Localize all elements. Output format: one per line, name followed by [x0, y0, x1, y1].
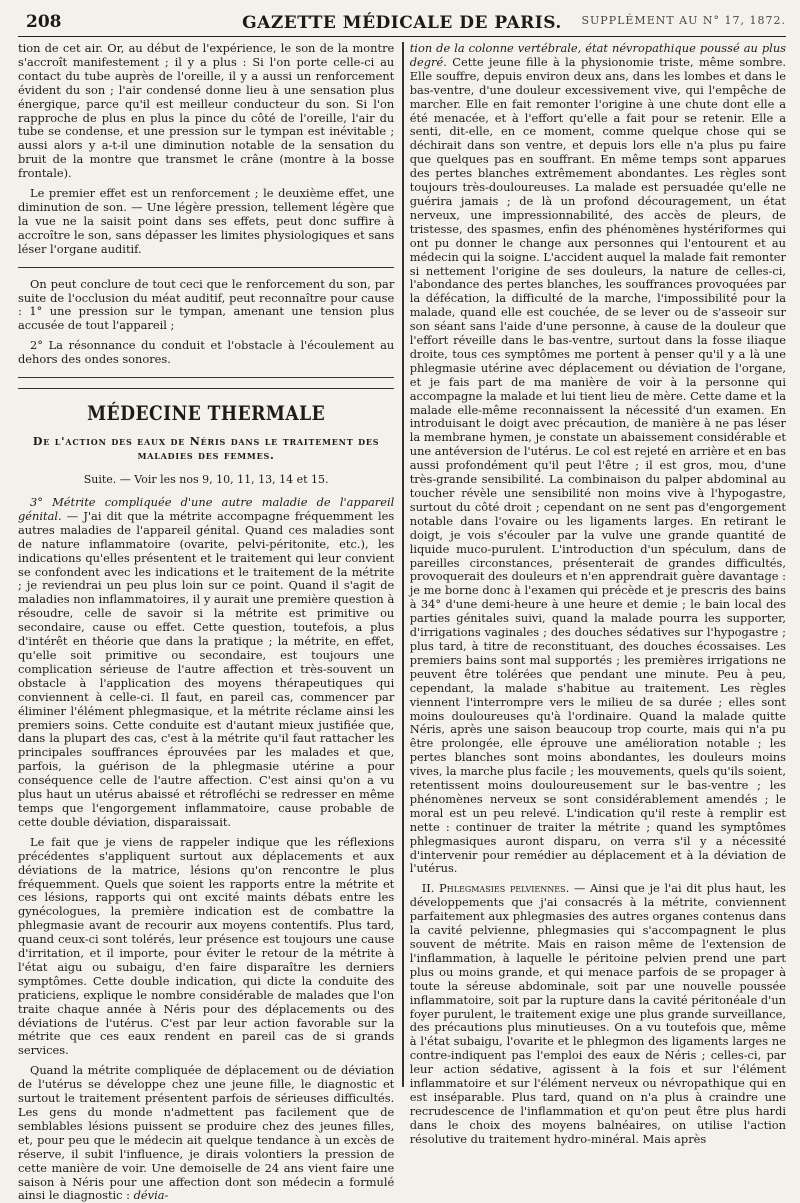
column-rule — [402, 42, 403, 1087]
right-column — [409, 41, 786, 1146]
paragraph-body: Cette jeune fille à la physionomie triste, même sombre. Elle souffre, depuis environ deux ans, dans les lombes et dans le bas-ventre, d'une douleur excessivement vive, qui l'empêche de marcher. Elle en fait remonter l'origine à une chute dont elle a été menacée, et à l'effort qu'elle a fait pour se retenir. Elle a senti, dit-elle, en ce moment, comme quelque chose qui se déchirait dans son ventre, et depuis lors elle n'a plus pu faire que quelques pas en souffrant. En même temps sont apparues des pertes blanches extrêmement abondantes. Les règles sont toujours très-douloureuses. La malade est persuadée qu'elle ne guérira jamais ; de là un profond découragement, un état nerveux, une impressionnabilité, des accès de pleurs, de tristesse, des spasmes, enfin des phénomènes hystériformes qui ont pu donner le change aux personnes qui l'entourent et au médecin qui la soigne. L'accident auquel la malade fait remonter si nettement l'origine de ses douleurs, la nature de celles-ci, l'abondance des pertes blanches, les souffrances provoquées par la défécation, la difficulté de la marche, l'impossibilité pour la malade, quand elle est couchée, de se lever ou de s'asseoir sur son séant sans l'aide d'une personne, à cause de la douleur que l'effort réveille dans le bas-ventre, surtout dans la fosse iliaque droite, tous ces symptômes me portent à penser qu'il y a là une phlegmasie utérine avec déplacement ou déviation de l'organe, et je fais part de ma manière de voir à la personne qui accompagne la malade et lui tient lieu de mère. Cette dame et la malade elle-même reconnaissent la nécessité d'un examen. En introduisant le doigt avec précaution, de manière à ne pas léser la membrane hymen, je constate un abaissement considérable et une antéversion de l'utérus. Le col est rejeté en arrière et en bas aussi profondément qu'il peut l'être ; il est gros, mou, d'une très-grande sensibilité. La combinaison du palper abdominal au toucher révèle une sensibilité non moins vive à l'hypogastre, surtout du côté droit ; cependant on ne sent pas d'engorgement notable dans l'ovaire ou les ligaments larges. En retirant le doigt, je vois s'écouler par la vulve une grande quantité de liquide muco-purulent. L'introduction d'un spéculum, dans de pareilles circonstances, présenterait de grandes difficultés, provoquerait des douleurs et n'en apprendrait guère davantage : je me borne donc à l'examen qui précède et je prescris des bains à 34° d'une demi-heure à une heure et demie ; le bain local des parties génitales suivi, quand la malade pourra les supporter, d'irrigations vaginales ; des douches sédatives sur l'hypogastre ; plus tard, à titre de reconstituant, des douches écossaises. Les premiers bains sont mal supportés ; les premières irrigations ne peuvent être tolérées que pendant une minute. Peu à peu, cependant, la malade s'habitue au traitement. Les règles viennent l'interrompre vers le milieu de sa durée ; elles sont moins douloureuses qu'à l'ordinaire. Quand la malade quitte Néris, après une saison beaucoup trop courte, mais qui n'a pu être prolongée, elle éprouve une amélioration notable ; les pertes blanches sont moins abondantes, les douleurs moins vives, la marche plus facile ; les mouvements, quels qu'ils soient, retentissent moins douloureusement sur le bas-ventre ; les phénomènes nerveux se sont considérablement amendés ; le moral est un peu relevé. L'indication qu'il reste à remplir est nette : continuer de traiter la métrite ; quand les symptômes phlegmasiques auront disparu, on verra s'il y a nécessité d'intervenir pour remédier au déplacement et à la déviation de l'utérus. — [409, 54, 786, 876]
paragraph — [410, 42, 786, 876]
article-subtitle: De l'action des eaux de Néris dans le traitement des maladies des femmes. — [32, 435, 380, 463]
paragraph: 2° La résonnance du conduit et l'obstacle à l'écoulement au dehors des ondes sonores. — [18, 338, 395, 367]
page-header — [18, 10, 786, 37]
running-head: SUPPLÉMENT AU N° 17, 1872. — [581, 14, 786, 27]
section-title: MÉDECINE THERMALE — [87, 401, 326, 426]
divider — [18, 388, 394, 389]
paragraph-body: Quand la métrite compliquée de déplacement ou de déviation de l'utérus se développe chez une jeune fille, le diagnostic et surtout le traitement présentent parfois de sérieuses difficultés. Les gens du monde n'admettent pas facilement que de semblables lésions puissent se produire chez des jeunes filles, et, pour peu que le médecin ait quelque tendance à un excès de réserve, il subit l'influence, je dirais volontiers la pression de cette manière de voir. Une demoiselle de 24 ans vient faire une saison à Néris pour une affection dont son médecin a formulé ainsi le diagnostic : — [18, 1063, 395, 1203]
journal-title: GAZETTE MÉDICALE DE PARIS. — [242, 13, 562, 33]
paragraph: Le fait que je viens de rappeler indique que les réflexions précédentes s'appliquent surtout aux déplacements et aux déviations de la matrice, lésions qu'on rencontre le plus fréquemment. Quels que soient les rapports entre la métrite et ces lésions, rapports qui ont excité maints débats entre les gynécologues, la première indication est de combattre la phlegmasie avant de recourir aux moyens contentifs. Plus tard, quand ceux-ci sont tolérés, leur présence est toujours une cause d'irritation, et il importe, pour éviter le retour de la métrite à l'état aigu ou subaigu, d'en faire disparaître les derniers symptômes. Cette double indication, qui dicte la conduite des praticiens, explique le nombre considérable de malades que l'on traite chaque année à Néris pour des déplacements ou des déviations de l'utérus. C'est par leur action favorable sur la métrite que ces eaux rendent en pareil cas de si grands services. — [18, 834, 395, 1058]
paragraph: On peut conclure de tout ceci que le renforcement du son, par suite de l'occlusion du méat auditif, peut reconnaître pour cause : 1° une pression sur le tympan, amenant une tension plus accusée de tout l'appareil ; — [18, 276, 395, 333]
paragraph-lead: tion de la colonne vertébrale, état névropathique poussé au plus degré. — [409, 41, 786, 69]
paragraph — [18, 1064, 394, 1203]
paragraph: tion de cet air. Or, au début de l'expérience, le son de la montre s'accroît manifestement ; il y a plus : Si l'on porte celle-ci au contact du tube auprès de l'oreille, il y a aussi un renforcement évident du son ; l'air condensé donne lieu à une sensation plus énergique, parce qu'il est meilleur conducteur du son. Si l'on rapproche de plus en plus la pince du côté de l'oreille, l'air du tube se condense, et une pression sur le tympan est inévitable ; aussi alors y a-t-il une diminution notable de la sensation du bruit de la montre que transmet le crâne (montre à la bosse frontale). — [18, 41, 395, 181]
paragraph-body: — Ainsi que je l'ai dit plus haut, les développements que j'ai consacrés à la métrite, conviennent parfaitement aux phlegmasies des autres organes contenus dans la cavité pelvienne, phlegmasies qui s'accompagnent le plus souvent de métrite. Mais en raison même de l'extension de l'inflammation, à laquelle le péritoine pelvien prend une part plus ou moins grande, et qui menace parfois de se propager à toute la séreuse abdominale, soit par une nouvelle poussée inflammatoire, soit par la rupture dans la cavité péritonéale d'un foyer purulent, le traitement exige une plus grande surveillance, des précautions plus minutieuses. On a vu toutefois que, même à l'état subaigu, l'ovarite et le phlegmon des ligaments larges ne contre-indiquent pas l'emploi des eaux de Néris ; celles-ci, par leur action sédative, agissent à la fois et sur l'élément inflammatoire et sur l'élément nerveux ou névropathique qui en est inséparable. Plus tard, quand on n'a plus à craindre une recrudescence de l'inflammation et qu'on peut être plus hardi dans le choix des moyens balnéaires, on utilise l'action résolutive du traitement hydro-minéral. Mais après — [409, 881, 786, 1146]
continuation-note: Suite. — Voir les nos 9, 10, 11, 13, 14 et 15. — [83, 473, 329, 487]
divider — [18, 267, 394, 268]
paragraph: Le premier effet est un renforcement ; le deuxième effet, une diminution de son. — Une légère pression, tellement légère que la vue ne la saisit point dans ses effets, peut donc suffire à accroître le son, sans dépasser les limites physiologiques et sans léser l'organe auditif. — [18, 186, 395, 256]
paragraph-tail: dévia- — [130, 1188, 169, 1203]
paragraph-lead: II. Phlegmasies pelviennes. — [421, 881, 570, 896]
paragraph-lead: 3° Métrite compliquée d'une autre maladie de l'appareil génital. — [18, 495, 395, 523]
text-columns — [18, 41, 786, 1203]
paragraph — [410, 882, 786, 1146]
page-number: 208 — [26, 12, 62, 32]
left-column — [18, 41, 395, 1203]
paragraph-body: — J'ai dit que la métrite accompagne fréquemment les autres maladies de l'appareil génital. Quand ces maladies sont de nature inflammatoire (ovarite, pelvi-péritonite, etc.), les indications qu'elles présentent et le traitement qui leur convient se confondent avec les indications et le traitement de la métrite ; je reviendrai un peu plus loin sur ce point. Quand il s'agit de maladies non inflammatoires, il y aurait une première question à résoudre, celle de savoir si la métrite est primitive ou secondaire, cause ou effet. Cette question, toutefois, a plus d'intérêt en théorie que dans la pratique ; la métrite, en effet, qu'elle soit primitive ou secondaire, est toujours une complication sérieuse de l'autre affection et très-souvent un obstacle à l'application des moyens thérapeutiques qui conviennent à celle-ci. Il faut, en pareil cas, commencer par éliminer l'élément phlegmasique, et la métrite réclame ainsi les premiers soins. Cette conduite est d'autant mieux justifiée que, dans la plupart des cas, c'est à la métrite qu'il faut rattacher les principales souffrances éprouvées par les malades et que, parfois, la guérison de la phlegmasie utérine a pour conséquence celle de l'autre affection. C'est ainsi qu'on a vu plus haut un utérus abaissé et rétrofléchi se redresser en même temps que l'engorgement inflammatoire, cause probable de cette double déviation, disparaissait. — [18, 508, 395, 829]
paragraph — [18, 496, 394, 830]
divider — [18, 377, 394, 378]
